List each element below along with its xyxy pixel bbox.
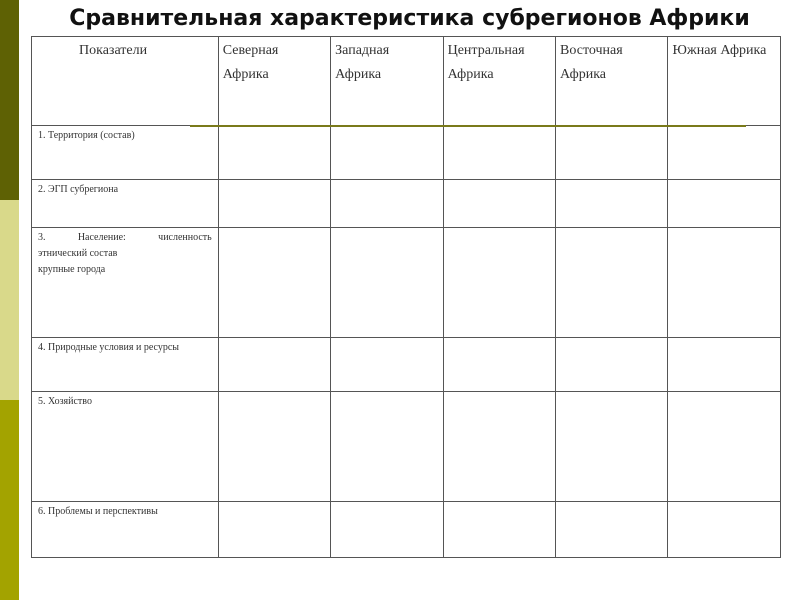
table-cell[interactable] xyxy=(668,228,781,338)
table-cell[interactable] xyxy=(668,180,781,228)
table-cell[interactable] xyxy=(331,338,443,392)
table-cell[interactable] xyxy=(331,180,443,228)
table-cell[interactable] xyxy=(443,126,555,180)
table-cell[interactable] xyxy=(443,392,555,502)
table-cell[interactable] xyxy=(218,392,330,502)
population-line-3: крупные города xyxy=(38,264,106,275)
table-cell[interactable] xyxy=(668,126,781,180)
table-cell[interactable] xyxy=(218,180,330,228)
table-cell[interactable] xyxy=(218,228,330,338)
table-cell[interactable] xyxy=(668,502,781,558)
table-cell[interactable] xyxy=(668,338,781,392)
table-cell[interactable] xyxy=(443,180,555,228)
table-row xyxy=(32,228,781,338)
accent-divider-line xyxy=(190,125,746,127)
row-label-problems: 6. Проблемы и перспективы xyxy=(32,502,219,558)
table-cell[interactable] xyxy=(556,392,668,502)
table-row xyxy=(32,126,781,180)
table-cell[interactable] xyxy=(443,228,555,338)
header-indicators: Показатели xyxy=(32,37,219,126)
table-cell[interactable] xyxy=(331,126,443,180)
table-cell[interactable] xyxy=(443,502,555,558)
sidebar-decoration-middle xyxy=(0,200,19,400)
comparison-table xyxy=(31,36,781,558)
row-label-territory: 1. Территория (состав) xyxy=(32,126,219,180)
table-row xyxy=(32,338,781,392)
table-cell[interactable] xyxy=(331,228,443,338)
table-cell[interactable] xyxy=(331,502,443,558)
table-cell[interactable] xyxy=(556,338,668,392)
header-row xyxy=(32,37,781,126)
table-cell[interactable] xyxy=(556,502,668,558)
header-east-africa: Восточная Африка xyxy=(556,37,668,126)
table-cell[interactable] xyxy=(218,338,330,392)
row-label-population xyxy=(32,228,219,338)
table-cell[interactable] xyxy=(556,180,668,228)
table-cell[interactable] xyxy=(443,338,555,392)
table-cell[interactable] xyxy=(668,392,781,502)
page-title: Сравнительная характеристика субрегионов Африки xyxy=(69,6,750,31)
table-row xyxy=(32,502,781,558)
population-line-2: этнический состав xyxy=(38,248,118,259)
table-cell[interactable] xyxy=(331,392,443,502)
table-row xyxy=(32,392,781,502)
table-cell[interactable] xyxy=(556,228,668,338)
table-row xyxy=(32,180,781,228)
row-label-economy: 5. Хозяйство xyxy=(32,392,219,502)
sidebar-decoration-top xyxy=(0,0,19,200)
population-line-1: 3. Население: численность xyxy=(38,232,212,243)
header-west-africa: Западная Африка xyxy=(331,37,443,126)
header-north-africa: Северная Африка xyxy=(218,37,330,126)
sidebar-decoration-bottom xyxy=(0,400,19,600)
row-label-nature: 4. Природные условия и ресурсы xyxy=(32,338,219,392)
header-central-africa: Центральная Африка xyxy=(443,37,555,126)
table-cell[interactable] xyxy=(218,502,330,558)
row-label-egp: 2. ЭГП субрегиона xyxy=(32,180,219,228)
table-cell[interactable] xyxy=(218,126,330,180)
header-south-africa: Южная Африка xyxy=(668,37,781,126)
table-cell[interactable] xyxy=(556,126,668,180)
